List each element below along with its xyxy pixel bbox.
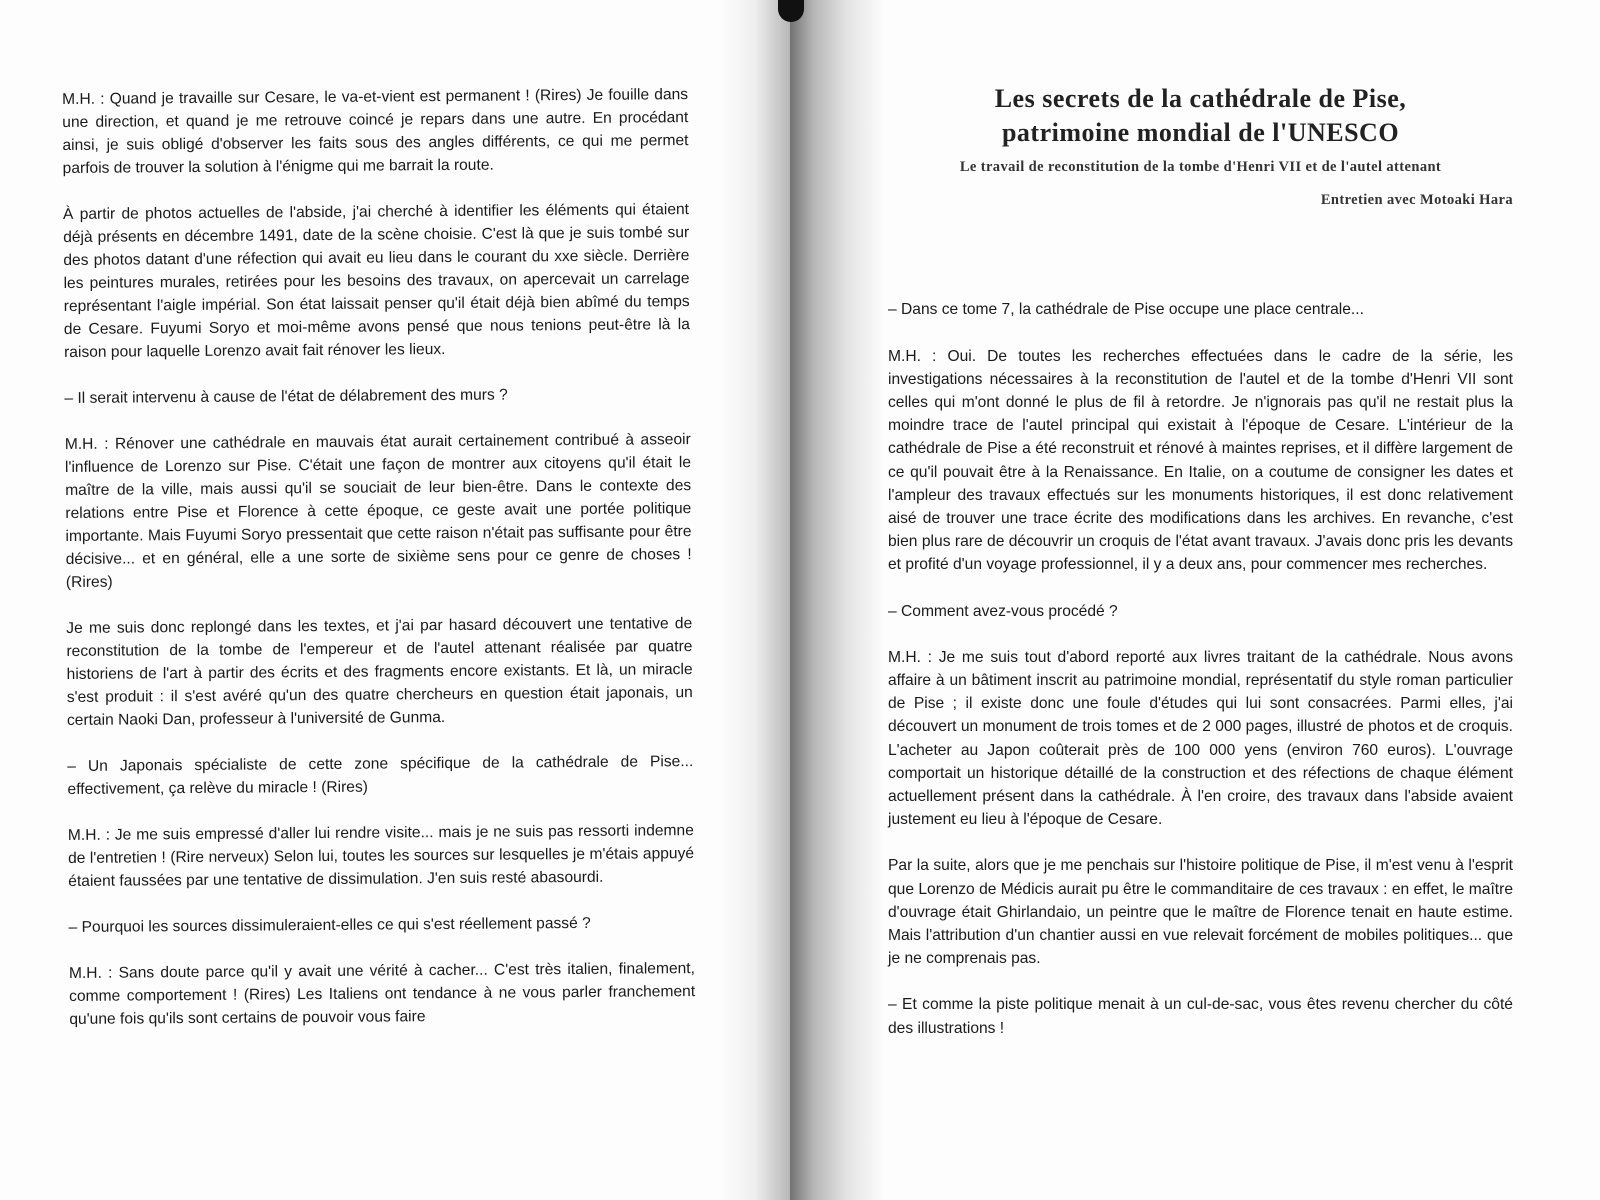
- right-text-column: [888, 82, 1513, 1063]
- paragraph: Je me suis donc replongé dans les textes, et j'ai par hasard découvert une tentative de reconstitution de la tombe de l'empereur et de l'autel attenant réalisée par quatre historiens de l'art à partir des écrits et des fragments encore existants. Et là, un miracle s'est produit : il s'est avéré qu'un des quatre chercheurs en question était japonais, un certain Naoki Dan, professeur à l'université de Gunma.: [66, 615, 693, 729]
- interview-byline: Entretien avec Motoaki Hara: [1320, 192, 1513, 209]
- paragraph: Par la suite, alors que je me penchais sur l'histoire politique de Pise, il m'est venu à l'esprit que Lorenzo de Médicis aurait pu être le commanditaire de ces travaux : en effet, le maître d'ouvrage était Ghirlandaio, un peintre que le maître de Florence tenait en haute estime. Mais l'attribution d'un chantier aussi en vue relevait forcément de mobiles politiques... que je ne comprenais pas.: [888, 857, 1513, 968]
- question: – Dans ce tome 7, la cathédrale de Pise occupe une place centrale...: [888, 301, 1364, 319]
- question: – Et comme la piste politique menait à un cul-de-sac, vous êtes revenu chercher du côté des illustrations !: [888, 996, 1513, 1037]
- right-page: [790, 0, 1600, 1200]
- article-header: [888, 82, 1513, 179]
- paragraph: M.H. : Oui. De toutes les recherches effectuées dans le cadre de la série, les investigations nécessaires à la reconstitution de l'autel et de la tombe d'Henri VII sont celles qui m'ont donné le plus de fil à retordre. Je n'ignorais pas qu'il ne restait plus la moindre trace de l'autel principal qui existait à l'époque de Cesare. L'intérieur de la cathédrale de Pise a été reconstruit et rénové à maintes reprises, et il diffère largement de ce qu'il pouvait être à la Renaissance. En Italie, on a coutume de consigner les dates et l'ampleur des travaux effectués sur les monuments historiques, il est donc relativement aisé de trouver une trace écrite des modifications dans les archives. En revanche, c'est bien plus rare de découvrir un croquis de l'état avant travaux. J'avais donc pris les devants et profité d'un voyage professionnel, il y a deux ans, pour commencer mes recherches.: [888, 347, 1513, 574]
- paragraph: À partir de photos actuelles de l'abside, j'ai cherché à identifier les éléments qui étaient déjà présents en décembre 1491, date de la scène choisie. C'est là que je suis tombé sur des photos datant d'une réfection qui avait eu lieu dans le courant du xxe siècle. Derrière les peintures murales, retirées pour les besoins des travaux, on apercevait un carrelage représentant l'aigle impérial. Son état laissait penser qu'il était déjà bien abîmé du temps de Cesare. Fuyumi Soryo et moi-même avons pensé que nous tenions peut-être là la raison pour laquelle Lorenzo avait fait rénover les lieux.: [62, 201, 690, 361]
- left-text-column: [62, 83, 696, 1054]
- article-subtitle: Le travail de reconstitution de la tombe d'Henri VII et de l'autel attenant: [959, 159, 1442, 175]
- article-title-line-2: patrimoine mondial de l'UNESCO: [1001, 118, 1400, 147]
- question: – Il serait intervenu à cause de l'état de délabrement des murs ?: [64, 386, 508, 407]
- question: – Pourquoi les sources dissimuleraient-elles ce qui s'est réellement passé ?: [68, 914, 591, 936]
- spacer: [888, 212, 1513, 298]
- paragraph: M.H. : Sans doute parce qu'il y avait une vérité à cacher... C'est très italien, finalement, comme comportement ! (Rires) Les Italiens ont tendance à ne vous parler franchement qu'une fois qu'ils sont certains de pouvoir vous faire: [68, 960, 696, 1028]
- question: – Comment avez-vous procédé ?: [888, 602, 1118, 620]
- question: – Un Japonais spécialiste de cette zone spécifique de la cathédrale de Pise... effectivement, ça relève du miracle ! (Rires): [67, 753, 694, 798]
- article-title-line-1: Les secrets de la cathédrale de Pise,: [994, 84, 1407, 113]
- paragraph: M.H. : Je me suis empressé d'aller lui rendre visite... mais je ne suis pas ressorti indemne de l'entretien ! (Rire nerveux) Selon lui, toutes les sources sur lesquelles je m'étais appuyé étaient faussées par une tentative de dissimulation. J'en suis resté abasourdi.: [67, 822, 695, 890]
- left-page: [0, 0, 790, 1200]
- paragraph: M.H. : Rénover une cathédrale en mauvais état aurait certainement contribué à asseoir l'influence de Lorenzo sur Pise. C'était une façon de montrer aux citoyens qu'il était le maître de la ville, mais aussi qu'il se souciait de leur bien-être. Dans le contexte des relations entre Pise et Florence à cette époque, ce geste avait une portée politique importante. Mais Fuyumi Soryo pressentait que cette raison n'était pas suffisante pour être décisive... et en général, elle a une sorte de sixième sens pour ce genre de choses ! (Rires): [64, 431, 692, 591]
- gutter-shadow: [790, 0, 885, 1200]
- paragraph: M.H. : Quand je travaille sur Cesare, le va-et-vient est permanent ! (Rires) Je fouille dans une direction, et quand je me retrouve coincé je repars dans une autre. En procédant ainsi, je suis obligé d'observer les faits sous des angles différents, ce qui me permet parfois de trouver la solution à l'énigme qui me barrait la route.: [62, 86, 689, 177]
- gutter-shadow: [720, 0, 790, 1200]
- paragraph: M.H. : Je me suis tout d'abord reporté aux livres traitant de la cathédrale. Nous avons affaire à un bâtiment inscrit au patrimoine mondial, représentatif du style roman particulier de Pise ; il existe donc une foule d'études qui lui sont consacrées. Parmi elles, j'ai découvert un monument de trois tomes et de 2 000 pages, illustré de photos et de croquis. L'acheter au Japon coûterait près de 100 000 yens (environ 760 euros). L'ouvrage comportait un historique détaillé de la construction et des réfections de chaque élément actuellement présent dans la cathédrale. À l'en croire, des travaux dans l'abside avaient justement eu lieu à l'époque de Cesare.: [888, 648, 1513, 829]
